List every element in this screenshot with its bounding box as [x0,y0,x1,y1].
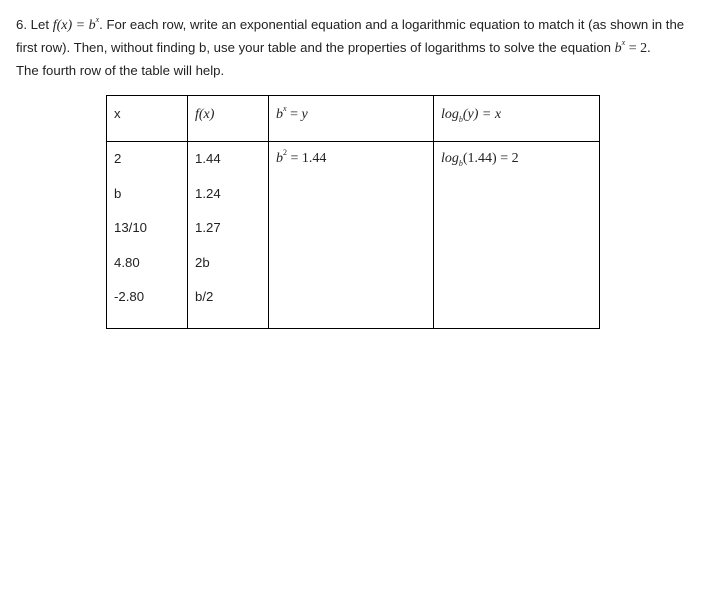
column-fx-values [188,142,269,329]
table-body-row [107,142,600,329]
problem-instructions: . For each row, write an exponential equation and a logarithmic equation to match it (as shown in the first row). Then, without finding b, use your table and the properties of logarithms to solve the equation [16,17,685,55]
target-equation: $b^x$ [614,38,626,56]
target-equation-rhs: = 2. [625,41,651,56]
header-fx: f(x) [188,96,269,142]
function-definition: $f(x) = b^x$ [52,15,100,33]
exponent-log-table [106,95,600,329]
column-exponential-equations [269,142,434,329]
fx-value: 1.24 [195,185,221,201]
header-exponential: $b^x = y$ [269,96,434,142]
exponential-equation: $b^2 = 1.44$ [276,148,327,166]
log-equation: $\log_b(1.44) = 2$ [441,151,519,168]
column-log-equations [434,142,600,329]
table-header-row [107,96,600,142]
x-value: 2 [114,151,122,166]
problem-lead: Let [30,17,50,32]
x-value: 4.80 [114,254,140,270]
header-x: x [107,96,188,142]
x-value: b [114,185,122,201]
fx-value: 2b [195,254,210,270]
fx-value: 1.44 [195,151,221,166]
fx-value: b/2 [195,289,214,304]
column-x-values [107,142,188,329]
fx-value: 1.27 [195,220,221,235]
x-value: -2.80 [114,289,145,304]
header-logarithmic: $\log_b(y) = x$ [434,96,600,142]
problem-number: 6. [16,17,27,32]
problem-statement [16,14,696,81]
x-value: 13/10 [114,220,148,235]
problem-hint: The fourth row of the table will help. [16,63,225,78]
